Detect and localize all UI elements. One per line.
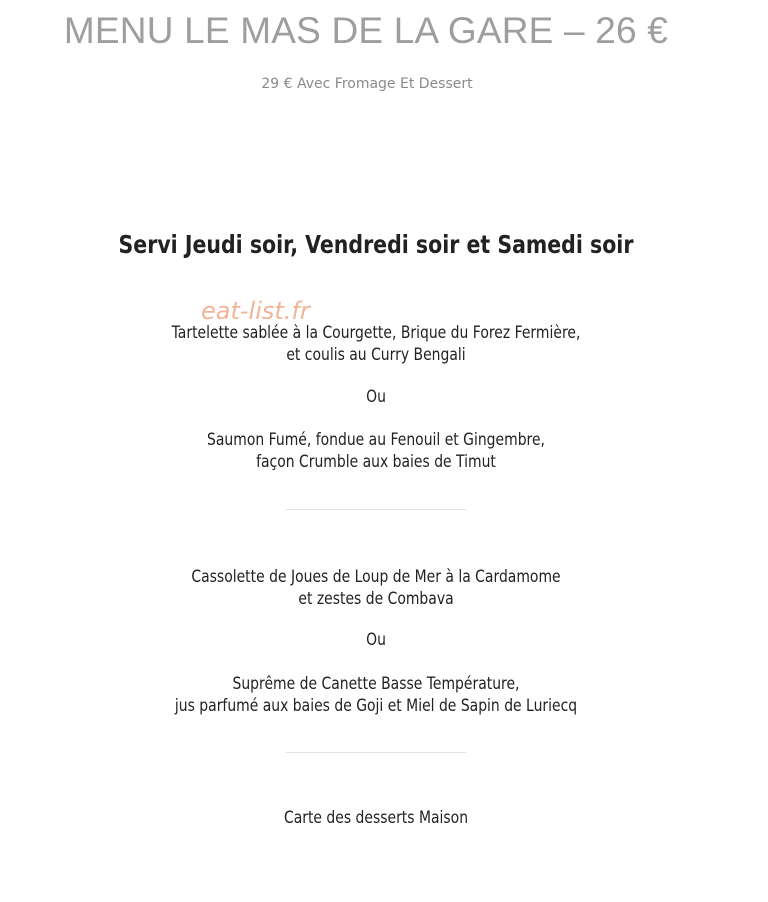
plat-option-1-line-2: et zestes de Combava [298, 589, 454, 609]
service-days: Servi Jeudi soir, Vendredi soir et Samedi soir [118, 230, 634, 259]
desserts-line: Carte des desserts Maison [283, 808, 469, 828]
plat-separator: Ou [366, 630, 386, 650]
menu-subtitle: 29 € Avec Fromage Et Dessert [261, 76, 473, 92]
watermark-logo: eat-list.fr [201, 297, 310, 325]
plat-option-2-line-1: Suprême de Canette Basse Température, [232, 674, 520, 694]
plat-option-2 [68, 673, 685, 717]
section-divider-2 [286, 752, 466, 753]
entree-separator: Ou [366, 387, 386, 407]
entree-option-1-line-1: Tartelette sablée à la Courgette, Brique du Forez Fermière, [171, 323, 581, 343]
plat-option-1-line-1: Cassolette de Joues de Loup de Mer à la Cardamome [191, 567, 561, 587]
menu-title: MENU LE MAS DE LA GARE – 26 € [63, 10, 669, 51]
section-divider-1 [286, 509, 466, 510]
entree-option-2 [68, 429, 685, 473]
entree-option-1-line-2: et coulis au Curry Bengali [286, 345, 466, 365]
entree-option-2-line-2: façon Crumble aux baies de Timut [256, 452, 496, 472]
plat-option-2-line-2: jus parfumé aux baies de Goji et Miel de Sapin de Luriecq [174, 696, 578, 716]
entree-option-1 [68, 322, 685, 366]
plat-option-1 [68, 566, 685, 610]
entree-option-2-line-1: Saumon Fumé, fondue au Fenouil et Gingembre, [207, 430, 545, 450]
